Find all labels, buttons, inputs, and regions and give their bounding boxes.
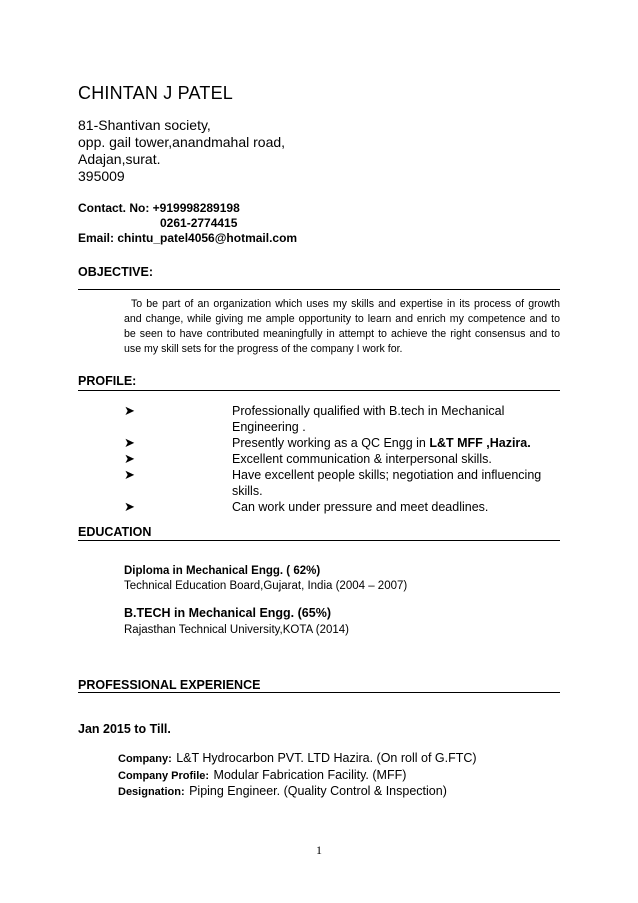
experience-period: Jan 2015 to Till. — [78, 722, 171, 736]
arrowhead-bullet-icon: ➤ — [124, 435, 135, 450]
education-detail: Technical Education Board,Gujarat, India (2004 – 2007) — [124, 580, 408, 592]
company-value: L&T Hydrocarbon PVT. LTD Hazira. (On roll of G.FTC) — [176, 751, 477, 765]
designation-label: Designation: — [118, 786, 185, 798]
company-profile-label: Company Profile: — [118, 770, 210, 782]
profile-item-text: Can work under pressure and meet deadlines. — [232, 500, 489, 514]
education-divider — [78, 540, 560, 541]
company-label: Company: — [118, 753, 172, 765]
address-line-1: 81-Shantivan society, — [78, 117, 211, 133]
address-line-3: Adajan,surat. — [78, 151, 161, 167]
profile-item-emphasis: L&T MFF ,Hazira. — [429, 436, 531, 450]
profile-heading: PROFILE: — [78, 374, 137, 388]
address-line-2: opp. gail tower,anandmahal road, — [78, 134, 286, 150]
company-row — [118, 749, 477, 767]
contact-phone: Contact. No: +919998289198 — [78, 201, 240, 215]
designation-row — [118, 782, 447, 800]
education-title: B.TECH in Mechanical Engg. (65%) — [124, 606, 331, 620]
arrowhead-bullet-icon: ➤ — [124, 451, 135, 466]
experience-divider — [78, 692, 560, 693]
profile-item-text: Presently working as a QC Engg in — [232, 436, 430, 450]
experience-heading: PROFESSIONAL EXPERIENCE — [78, 678, 261, 692]
profile-divider — [78, 390, 560, 391]
contact-phone-2: 0261-2774415 — [160, 216, 238, 230]
contact-email: Email: chintu_patel4056@hotmail.com — [78, 231, 298, 245]
company-profile-value: Modular Fabrication Facility. (MFF) — [213, 768, 407, 782]
profile-item-text: Have excellent people skills; negotiation and influencing skills. — [232, 468, 542, 498]
profile-item-text: Professionally qualified with B.tech in Mechanical Engineering . — [232, 404, 505, 434]
address-pincode: 395009 — [78, 168, 125, 184]
arrowhead-bullet-icon: ➤ — [124, 467, 135, 482]
candidate-name: CHINTAN J PATEL — [78, 83, 234, 103]
education-title: Diploma in Mechanical Engg. ( 62%) — [124, 565, 321, 577]
education-heading: EDUCATION — [78, 525, 152, 539]
objective-heading: OBJECTIVE: — [78, 265, 154, 279]
arrowhead-bullet-icon: ➤ — [124, 499, 135, 514]
page-number: 1 — [316, 843, 322, 857]
profile-item-text: Excellent communication & interpersonal skills. — [232, 452, 492, 466]
education-detail: Rajasthan Technical University,KOTA (2014) — [124, 624, 349, 636]
objective-text: To be part of an organization which uses my skills and expertise in its process of growth and change, while giving me ample opportunity to learn and enrich my competence and to be seen to have contributed meaningfully in attempt to achieve the right consensus and to use my skill sets for the progress of the company I work for. — [124, 298, 560, 355]
objective-divider — [78, 289, 560, 290]
designation-value: Piping Engineer. (Quality Control & Inspection) — [189, 784, 447, 798]
arrowhead-bullet-icon: ➤ — [124, 403, 135, 418]
